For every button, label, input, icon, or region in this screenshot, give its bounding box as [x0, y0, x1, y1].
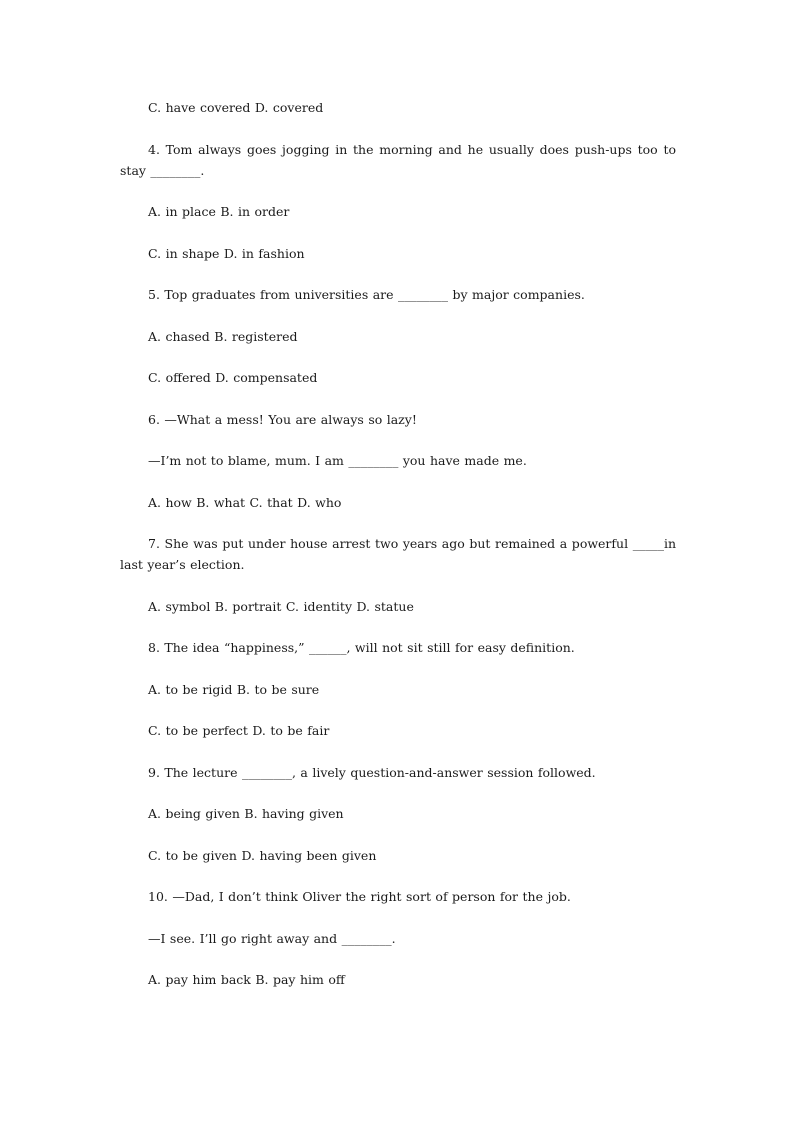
question-7: 7. She was put under house arrest two years ago but remained a powerful _____in last year’s election. — [120, 536, 676, 572]
question-6: 6. —What a mess! You are always so lazy! — [148, 411, 417, 427]
question-10: 10. —Dad, I don’t think Oliver the right sort of person for the job. — [148, 889, 571, 904]
answer-options-q7: A. symbol B. portrait C. identity D. statue — [148, 598, 414, 614]
answer-options-q9-ab: A. being given B. having given — [148, 806, 344, 821]
answer-options-q4-cd: C. in shape D. in fashion — [148, 245, 305, 261]
answer-options-q10-ab: A. pay him back B. pay him off — [148, 972, 345, 987]
question-9: 9. The lecture ________, a lively question-and-answer session followed. — [148, 764, 596, 780]
question-6-reply: —I’m not to blame, mum. I am ________ you have made me. — [148, 453, 527, 468]
answer-options-q5-cd: C. offered D. compensated — [148, 370, 318, 385]
answer-options-q5-ab: A. chased B. registered — [148, 328, 298, 344]
answer-options-q6: A. how B. what C. that D. who — [148, 494, 342, 510]
answer-options-q8-cd: C. to be perfect D. to be fair — [148, 723, 330, 738]
answer-options-q8-ab: A. to be rigid B. to be sure — [148, 681, 320, 697]
question-8: 8. The idea “happiness,” ______, will not sit still for easy definition. — [148, 640, 575, 655]
answer-options-q3-cd: C. have covered D. covered — [148, 100, 324, 115]
question-4: 4. Tom always goes jogging in the morning and he usually does push-ups too to stay ________. — [120, 141, 676, 178]
document-page — [120, 97, 676, 1011]
question-5: 5. Top graduates from universities are ________ by major companies. — [148, 287, 585, 302]
answer-options-q9-cd: C. to be given D. having been given — [148, 847, 377, 863]
question-10-reply: —I see. I’ll go right away and ________. — [148, 930, 396, 946]
answer-options-q4-ab: A. in place B. in order — [148, 204, 290, 219]
